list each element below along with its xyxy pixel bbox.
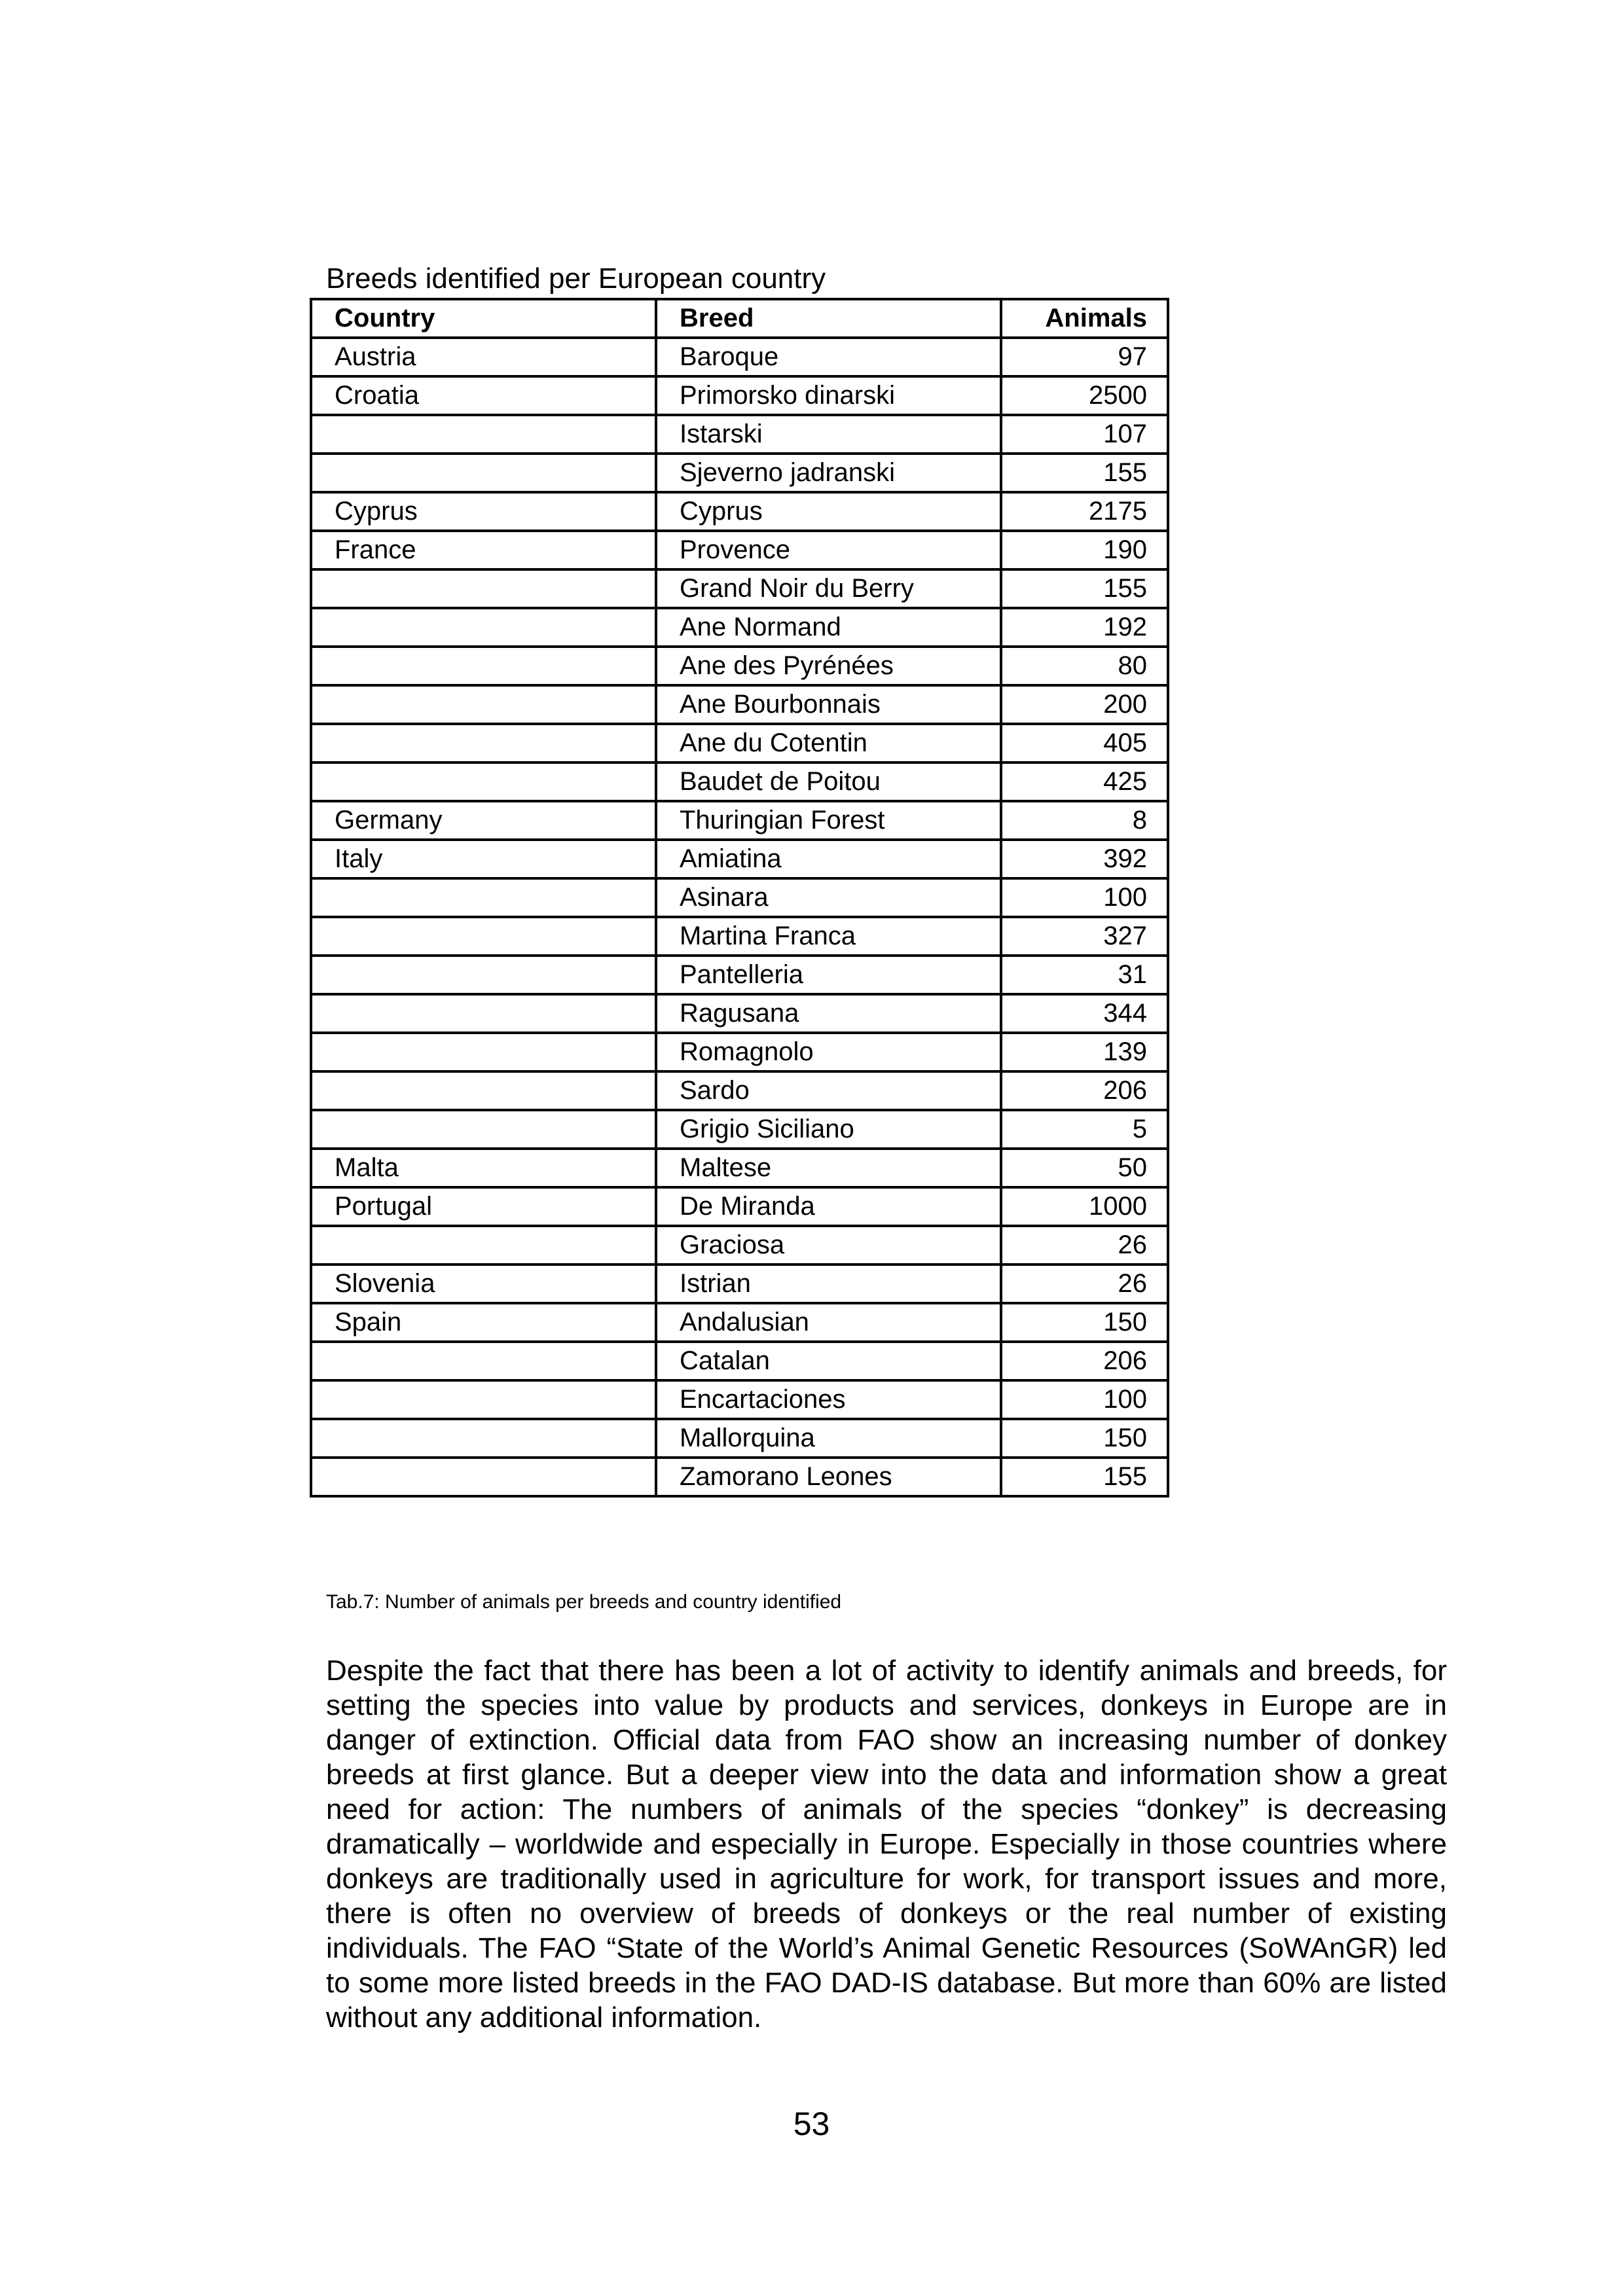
cell-breed: Primorsko dinarski — [656, 376, 1001, 415]
cell-country — [311, 569, 656, 608]
cell-country: France — [311, 531, 656, 569]
table-row — [311, 840, 1168, 878]
table-row — [311, 762, 1168, 801]
cell-animals: 155 — [1001, 1458, 1168, 1496]
cell-country — [311, 1419, 656, 1458]
cell-country — [311, 685, 656, 724]
cell-country — [311, 1458, 656, 1496]
cell-breed: Thuringian Forest — [656, 801, 1001, 840]
cell-animals: 8 — [1001, 801, 1168, 840]
cell-animals: 405 — [1001, 724, 1168, 762]
cell-country: Spain — [311, 1303, 656, 1342]
cell-animals: 5 — [1001, 1110, 1168, 1149]
cell-breed: Provence — [656, 531, 1001, 569]
cell-animals: 425 — [1001, 762, 1168, 801]
table-row — [311, 917, 1168, 956]
cell-breed: Sardo — [656, 1071, 1001, 1110]
table-title: Breeds identified per European country — [326, 262, 826, 295]
table-body — [311, 338, 1168, 1496]
cell-animals: 2500 — [1001, 376, 1168, 415]
cell-country: Croatia — [311, 376, 656, 415]
table-row — [311, 1187, 1168, 1226]
cell-breed: Graciosa — [656, 1226, 1001, 1265]
cell-breed: Baudet de Poitou — [656, 762, 1001, 801]
header-breed: Breed — [656, 299, 1001, 338]
table-row — [311, 878, 1168, 917]
cell-animals: 31 — [1001, 956, 1168, 994]
cell-breed: Andalusian — [656, 1303, 1001, 1342]
table-row — [311, 1071, 1168, 1110]
cell-breed: Pantelleria — [656, 956, 1001, 994]
table-row — [311, 956, 1168, 994]
cell-country — [311, 724, 656, 762]
cell-breed: Ragusana — [656, 994, 1001, 1033]
table-row — [311, 1342, 1168, 1380]
cell-breed: Asinara — [656, 878, 1001, 917]
breeds-table — [310, 298, 1169, 1498]
cell-animals: 2175 — [1001, 492, 1168, 531]
cell-breed: Ane Normand — [656, 608, 1001, 647]
table-row — [311, 531, 1168, 569]
cell-animals: 107 — [1001, 415, 1168, 454]
cell-animals: 150 — [1001, 1419, 1168, 1458]
cell-animals: 344 — [1001, 994, 1168, 1033]
cell-animals: 392 — [1001, 840, 1168, 878]
header-country: Country — [311, 299, 656, 338]
cell-country — [311, 878, 656, 917]
table-row — [311, 801, 1168, 840]
cell-animals: 50 — [1001, 1149, 1168, 1187]
cell-country: Cyprus — [311, 492, 656, 531]
table-row — [311, 415, 1168, 454]
cell-country: Austria — [311, 338, 656, 376]
table-row — [311, 1265, 1168, 1303]
table-row — [311, 1419, 1168, 1458]
cell-country — [311, 415, 656, 454]
cell-animals: 327 — [1001, 917, 1168, 956]
table-row — [311, 492, 1168, 531]
table-row — [311, 1458, 1168, 1496]
table-row — [311, 1110, 1168, 1149]
header-animals: Animals — [1001, 299, 1168, 338]
cell-breed: Encartaciones — [656, 1380, 1001, 1419]
cell-breed: Ane Bourbonnais — [656, 685, 1001, 724]
table-row — [311, 569, 1168, 608]
cell-animals: 100 — [1001, 878, 1168, 917]
table-row — [311, 647, 1168, 685]
cell-country — [311, 608, 656, 647]
cell-breed: Sjeverno jadranski — [656, 454, 1001, 492]
cell-breed: Istarski — [656, 415, 1001, 454]
table-row — [311, 1226, 1168, 1265]
cell-breed: Amiatina — [656, 840, 1001, 878]
table-row — [311, 1303, 1168, 1342]
cell-breed: Istrian — [656, 1265, 1001, 1303]
cell-country: Slovenia — [311, 1265, 656, 1303]
table-row — [311, 1149, 1168, 1187]
table-row — [311, 1380, 1168, 1419]
cell-country: Germany — [311, 801, 656, 840]
cell-animals: 150 — [1001, 1303, 1168, 1342]
table-row — [311, 376, 1168, 415]
page-number: 53 — [793, 2106, 830, 2142]
cell-country — [311, 762, 656, 801]
cell-country: Portugal — [311, 1187, 656, 1226]
cell-country: Italy — [311, 840, 656, 878]
table-row — [311, 608, 1168, 647]
cell-animals: 192 — [1001, 608, 1168, 647]
cell-animals: 80 — [1001, 647, 1168, 685]
cell-animals: 206 — [1001, 1071, 1168, 1110]
cell-animals: 200 — [1001, 685, 1168, 724]
cell-animals: 97 — [1001, 338, 1168, 376]
cell-country: Malta — [311, 1149, 656, 1187]
cell-breed: Romagnolo — [656, 1033, 1001, 1071]
table-row — [311, 994, 1168, 1033]
cell-breed: Catalan — [656, 1342, 1001, 1380]
table-caption: Tab.7: Number of animals per breeds and country identified — [326, 1591, 842, 1613]
cell-breed: Martina Franca — [656, 917, 1001, 956]
cell-breed: Maltese — [656, 1149, 1001, 1187]
cell-country — [311, 1342, 656, 1380]
cell-country — [311, 994, 656, 1033]
table-row — [311, 454, 1168, 492]
cell-country — [311, 1110, 656, 1149]
cell-country — [311, 1380, 656, 1419]
cell-breed: Zamorano Leones — [656, 1458, 1001, 1496]
cell-breed: Cyprus — [656, 492, 1001, 531]
cell-animals: 26 — [1001, 1265, 1168, 1303]
cell-animals: 139 — [1001, 1033, 1168, 1071]
cell-animals: 100 — [1001, 1380, 1168, 1419]
table-row — [311, 724, 1168, 762]
table-header-row — [311, 299, 1168, 338]
cell-country — [311, 454, 656, 492]
cell-breed: De Miranda — [656, 1187, 1001, 1226]
cell-country — [311, 1033, 656, 1071]
table-row — [311, 685, 1168, 724]
cell-animals: 1000 — [1001, 1187, 1168, 1226]
cell-breed: Grigio Siciliano — [656, 1110, 1001, 1149]
cell-country — [311, 647, 656, 685]
cell-animals: 26 — [1001, 1226, 1168, 1265]
cell-country — [311, 1071, 656, 1110]
body-paragraph: Despite the fact that there has been a lot of activity to identify animals and breeds, for setting the species into value by products and services, donkeys in Europe are in danger of extinction. Official data from FAO show an increasing number of donkey breeds at first glance. But a deeper view into the data and information show a great need for action: The numbers of animals of the species “donkey” is decreasing dramatically – worldwide and especially in Europe. Especially in those countries where donkeys are traditionally used in agriculture for work, for transport issues and more, there is often no overview of breeds of donkeys or the real number of existing individuals. The FAO “State of the World’s Animal Genetic Resources (SoWAnGR) led to some more listed breeds in the FAO DAD-IS database. But more than 60% are listed without any additional information. — [326, 1655, 1447, 2034]
cell-animals: 190 — [1001, 531, 1168, 569]
cell-animals: 155 — [1001, 454, 1168, 492]
cell-breed: Grand Noir du Berry — [656, 569, 1001, 608]
cell-country — [311, 917, 656, 956]
cell-country — [311, 956, 656, 994]
cell-animals: 155 — [1001, 569, 1168, 608]
table-row — [311, 338, 1168, 376]
cell-country — [311, 1226, 656, 1265]
cell-breed: Ane du Cotentin — [656, 724, 1001, 762]
cell-breed: Baroque — [656, 338, 1001, 376]
cell-animals: 206 — [1001, 1342, 1168, 1380]
cell-breed: Mallorquina — [656, 1419, 1001, 1458]
cell-breed: Ane des Pyrénées — [656, 647, 1001, 685]
table-row — [311, 1033, 1168, 1071]
